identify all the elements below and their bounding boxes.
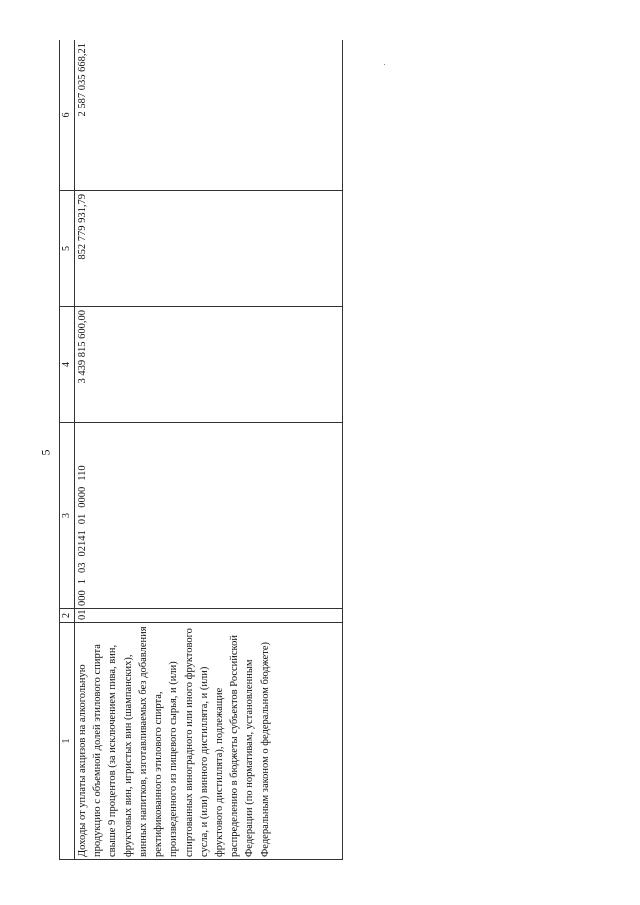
code-part: 01: [77, 513, 88, 525]
column-header-1: 1: [60, 623, 75, 860]
column-header-6: 6: [60, 40, 75, 191]
code-part: 0000: [77, 486, 88, 508]
row-amount-col5: 852 779 931,79: [75, 191, 343, 307]
row-classification-code: [75, 423, 343, 609]
scan-speck: [384, 64, 385, 65]
code-part: 03: [77, 562, 88, 573]
column-header-2: 2: [60, 609, 75, 623]
rotated-table-container: [59, 40, 343, 860]
row-description: Доходы от уплаты акцизов на алкогольную продукцию с объемной долей этилового спирта свыше 9 процентов (за исключением пива, вин, фруктовых вин, игристых вин (шампанских), винных напитков, изготавливаемых без добавления ректификованного этилового спирта, произведенного из пищевого сырья, и (или) спиртованных виноградного или иного фруктового сусла, и (или) винного дистиллята, и (или) фруктового дистиллята), подлежащие распределению в бюджеты субъектов Российской Федерации (по нормативам, установленным Федеральным законом о федеральном бюджете): [75, 623, 343, 860]
revenue-table: [59, 40, 343, 860]
row-amount-col4: 3 439 815 600,00: [75, 307, 343, 423]
column-header-3: 3: [60, 423, 75, 609]
table-row: [75, 40, 343, 860]
code-part: 000: [77, 590, 88, 606]
code-part: 02141: [77, 530, 88, 557]
code-part: 110: [77, 465, 88, 481]
column-header-4: 4: [60, 307, 75, 423]
code-part: 1: [77, 579, 88, 585]
column-header-5: 5: [60, 191, 75, 307]
row-amount-col6: 2 587 035 668,21: [75, 40, 343, 191]
page-number: 5: [38, 449, 53, 456]
row-line-code: 010: [75, 609, 343, 623]
table-header-row: [60, 40, 75, 860]
